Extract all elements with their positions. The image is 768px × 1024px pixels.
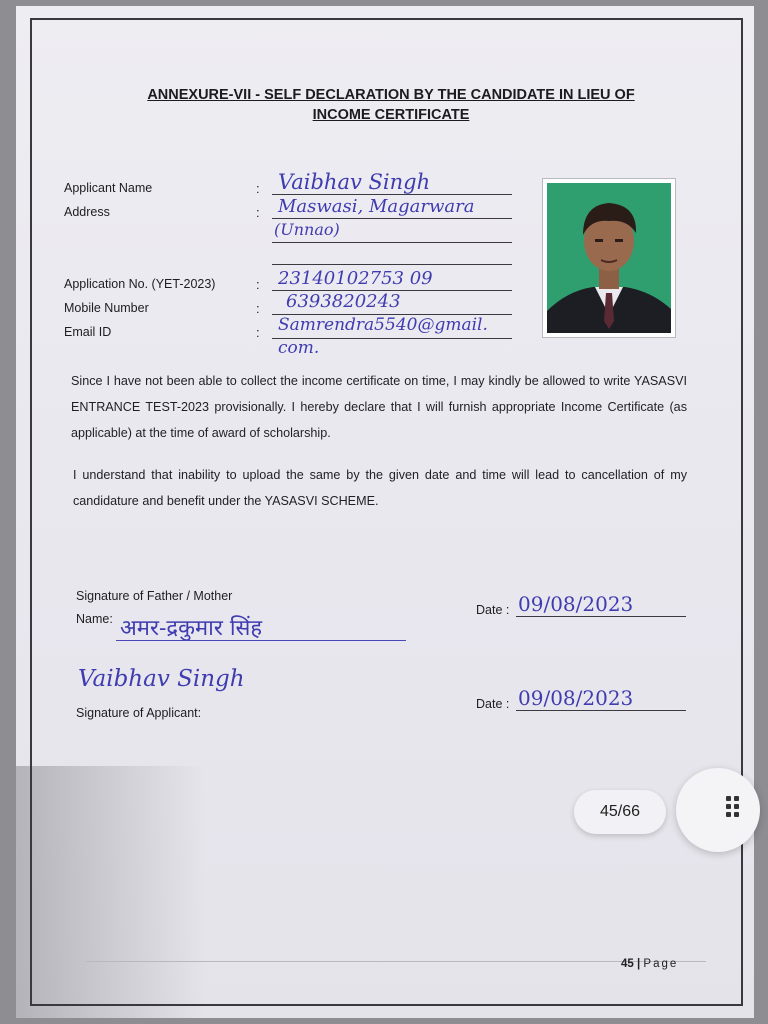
applicant-signature-label: Signature of Applicant: [76,706,202,720]
parent-date-label: Date : [476,603,510,617]
applicant-date-value: 09/08/2023 [518,686,634,710]
field-underline [272,218,512,219]
applicant-portrait [547,183,671,333]
address-label: Address [64,205,110,219]
footer-rule [86,961,706,962]
applicant-signature-handwritten: Vaibhav Singh [78,666,245,692]
parent-date-underline [516,616,686,617]
field-underline [272,242,512,243]
email-value-line2: com. [278,338,320,358]
page-footer-word: Page [643,958,679,970]
applicant-name-value: Vaibhav Singh [278,170,431,194]
colon: : [256,301,260,316]
page-footer [621,958,678,970]
address-value-line2: (Unnao) [274,220,340,239]
parent-name-handwritten: अमर-द्रकुमार सिंह [120,616,263,641]
colon: : [256,277,260,292]
document-title-line1: ANNEXURE-VII - SELF DECLARATION BY THE CANDIDATE IN LIEU OF [147,87,635,103]
page-indicator-text: 45/66 [599,803,641,820]
grid-menu-button[interactable] [676,768,760,852]
page-footer-number: 45 [621,958,634,970]
document-page [16,6,754,1018]
mobile-label: Mobile Number [64,301,149,315]
declaration-paragraph-1: Since I have not been able to collect the income certificate on time, I may kindly be allowed to write YASASVI ENTRANCE TEST-2023 provisionally. I hereby declare that I will furnish appropriate Income Certificate (as applicable) at the time of award of scholarship. [71,374,687,440]
mobile-value: 6393820243 [286,291,401,312]
page-footer-separator: | [637,958,641,970]
applicant-date-underline [516,710,686,711]
parent-date-value: 09/08/2023 [518,592,634,616]
parent-signature-label: Signature of Father / Mother [76,589,233,603]
colon: : [256,205,260,220]
field-underline [272,264,512,265]
field-underline [272,194,512,195]
colon: : [256,325,260,340]
applicant-photo [542,178,676,338]
application-no-value: 23140102753 09 [278,268,433,289]
address-value-line1: Maswasi, Magarwara [278,196,475,217]
email-value-line1: Samrendra5540@gmail. [278,315,488,335]
page-indicator[interactable] [574,790,666,834]
document-title-line2: INCOME CERTIFICATE [312,107,470,123]
parent-name-label: Name: [76,612,113,626]
declaration-paragraph-2: I understand that inability to upload the same by the given date and time will lead to cancellation of my candidature and benefit under the YASASVI SCHEME. [73,468,687,508]
applicant-date-label: Date : [476,697,510,711]
email-label: Email ID [64,325,112,339]
application-no-label: Application No. (YET-2023) [64,277,216,291]
photo-background [547,183,671,333]
parent-name-underline [116,640,406,641]
colon: : [256,181,260,196]
applicant-name-label: Applicant Name [64,181,153,195]
